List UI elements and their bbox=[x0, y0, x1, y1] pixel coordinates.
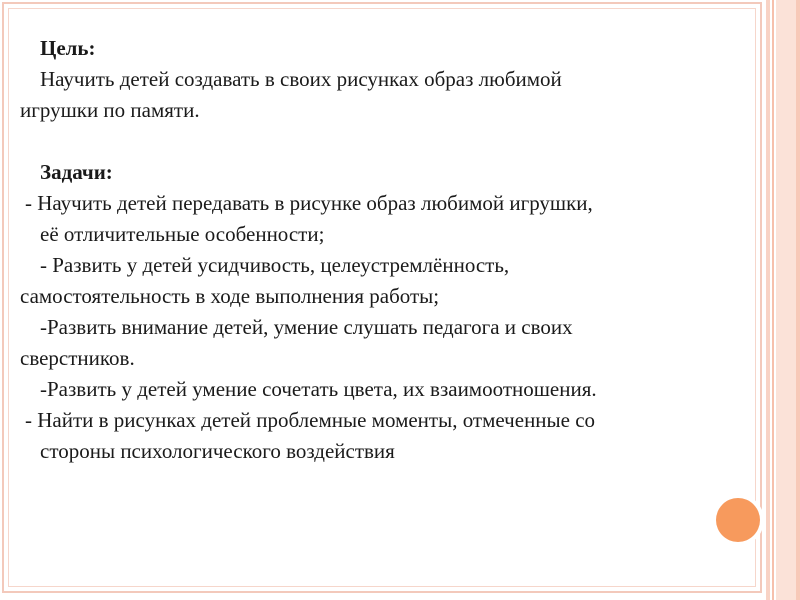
task-line: -Развить у детей умение сочетать цвета, их взаимоотношения. bbox=[40, 377, 597, 401]
task-line: - Научить детей передавать в рисунке образ любимой игрушки, bbox=[25, 191, 593, 215]
side-band-stripe bbox=[766, 0, 770, 600]
side-band-stripe bbox=[772, 0, 774, 600]
task-line: стороны психологического воздействия bbox=[40, 439, 395, 463]
task-line: - Развить у детей усидчивость, целеустремлённость, bbox=[40, 253, 510, 277]
task-line: её отличительные особенности; bbox=[40, 222, 325, 246]
task-line: сверстников. bbox=[20, 346, 135, 370]
tasks-heading: Задачи: bbox=[40, 160, 113, 184]
side-band-stripe bbox=[796, 0, 800, 600]
goal-text-line: Научить детей создавать в своих рисунках образ любимой bbox=[40, 67, 562, 91]
task-line: самостоятельность в ходе выполнения работы; bbox=[20, 284, 440, 308]
side-band-stripe bbox=[776, 0, 796, 600]
goal-text-line: игрушки по памяти. bbox=[20, 98, 200, 122]
task-line: - Найти в рисунках детей проблемные моменты, отмеченные со bbox=[25, 408, 596, 432]
task-line: -Развить внимание детей, умение слушать педагога и своих bbox=[40, 315, 573, 339]
goal-heading: Цель: bbox=[40, 36, 96, 60]
